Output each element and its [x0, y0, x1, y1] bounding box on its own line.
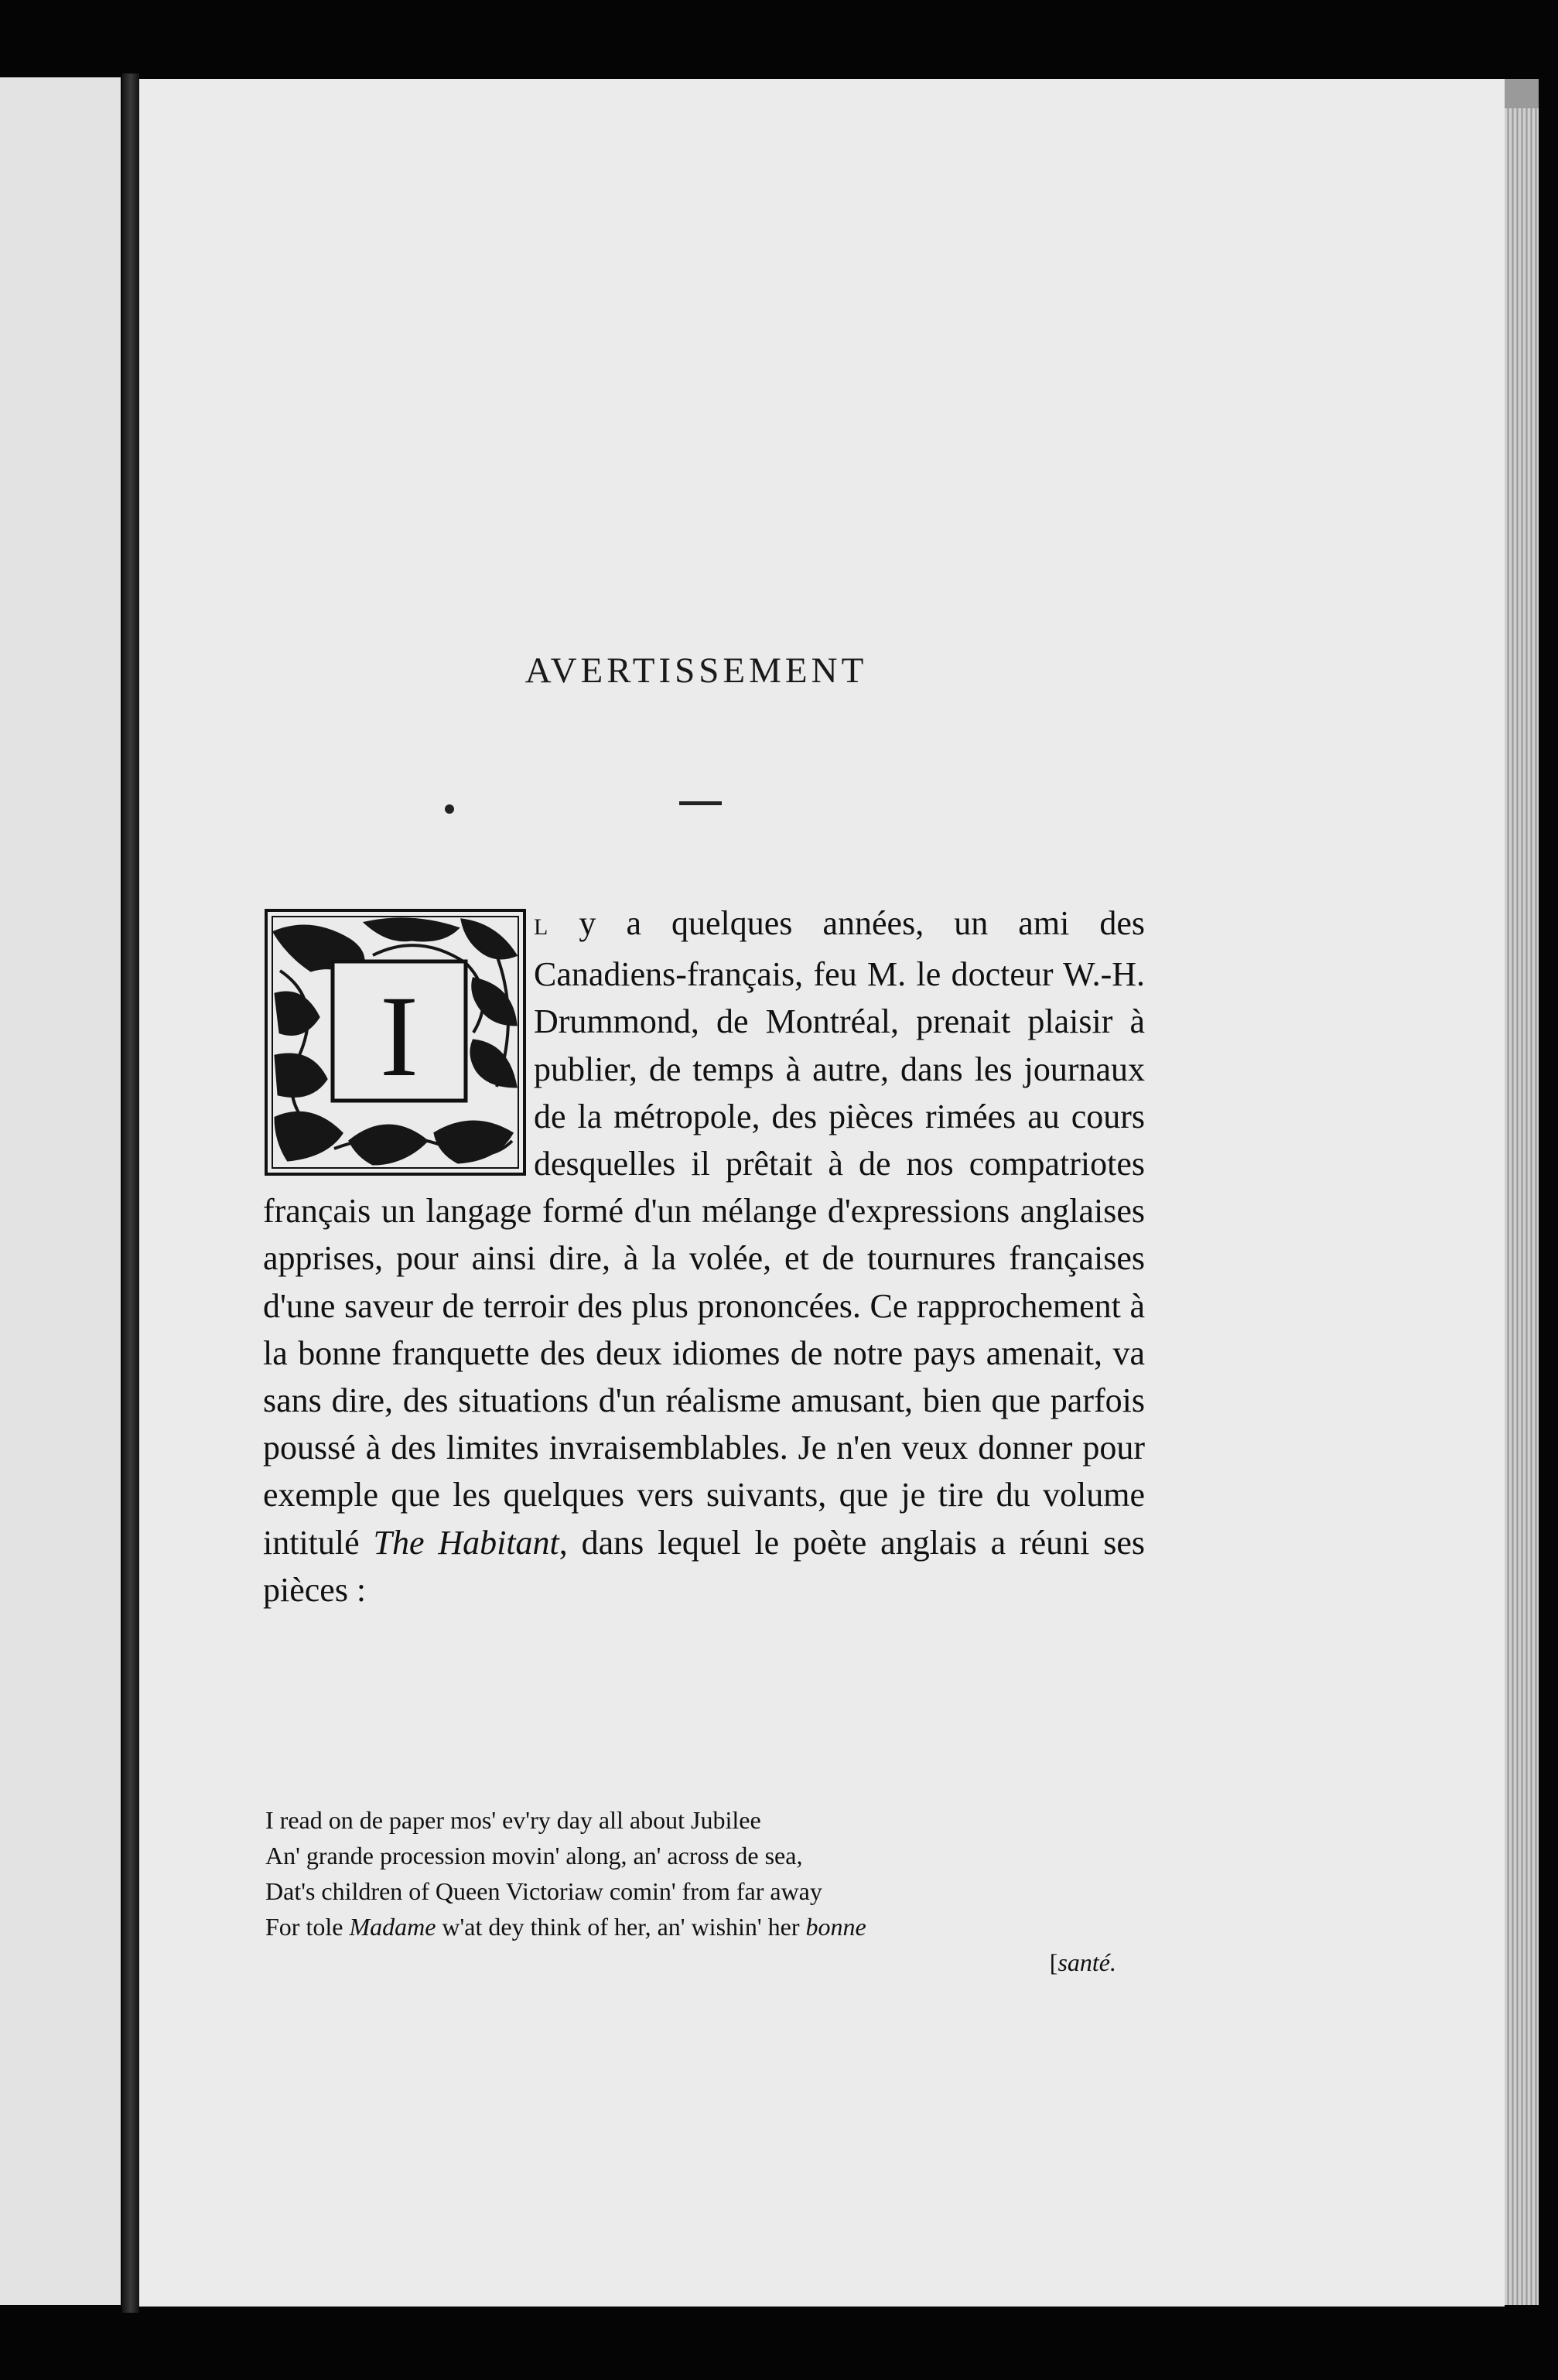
paragraph-part2: , dans lequel le poète anglais a réuni ses pièces : [263, 1523, 1146, 1609]
body-paragraph [263, 900, 1145, 1613]
page-edges [1505, 108, 1539, 2305]
page-edges-top [1505, 79, 1539, 110]
facing-page-edge [0, 77, 121, 2305]
book-title: The Habitant [373, 1523, 559, 1562]
book-gutter [122, 73, 139, 2313]
initial-letter: I [380, 972, 419, 1101]
verse-line-3: Dat's children of Queen Victoriaw comin' from far away [265, 1877, 822, 1905]
verse-quote [265, 1802, 1147, 1980]
verse-line-2: An' grande procession movin' along, an' across de sea, [265, 1842, 803, 1870]
initial-rest: L [534, 914, 549, 940]
verse-madame: Madame [349, 1913, 436, 1941]
ornament-dash [679, 801, 722, 805]
verse-sante: santé. [1057, 1948, 1116, 1976]
page-title: AVERTISSEMENT [524, 650, 868, 691]
verse-line-4-middle: w'at dey think of her, an' wishin' her [436, 1913, 806, 1941]
verse-line-continuation [265, 1945, 1147, 1980]
verse-line-1: I read on de paper mos' ev'ry day all about Jubilee [265, 1806, 761, 1834]
verse-bonne: bonne [805, 1913, 866, 1941]
initial-spacer [263, 900, 534, 1184]
verse-bracket: [ [1049, 1948, 1058, 1976]
ornament-dot [445, 804, 454, 814]
paragraph-part1: y a quelques années, un ami des Canadiens-français, feu M. le docteur W.-H. Drummond, de Montréal, prenait plaisir à publier, de temps à autre, dans les journaux de la métropole, des pièces rimées au cours desquelles il prêtait à de nos compatriotes français un langage formé d'un mélange d'expressions anglaises apprises, pour ainsi dire, à la volée, et de tournures françaises d'une saveur de terroir des plus prononcées. Ce rapprochement à la bonne franquette des deux idiomes de notre pays amenait, va sans dire, des situations d'un réalisme amusant, bien que parfois poussé à des limites invraisemblables. Je n'en veux donner pour exemple que les quelques vers suivants, que je tire du volume intitulé [263, 904, 1145, 1562]
verse-line-4-start: For tole [265, 1913, 350, 1941]
verse-line-4 [265, 1909, 1147, 1945]
